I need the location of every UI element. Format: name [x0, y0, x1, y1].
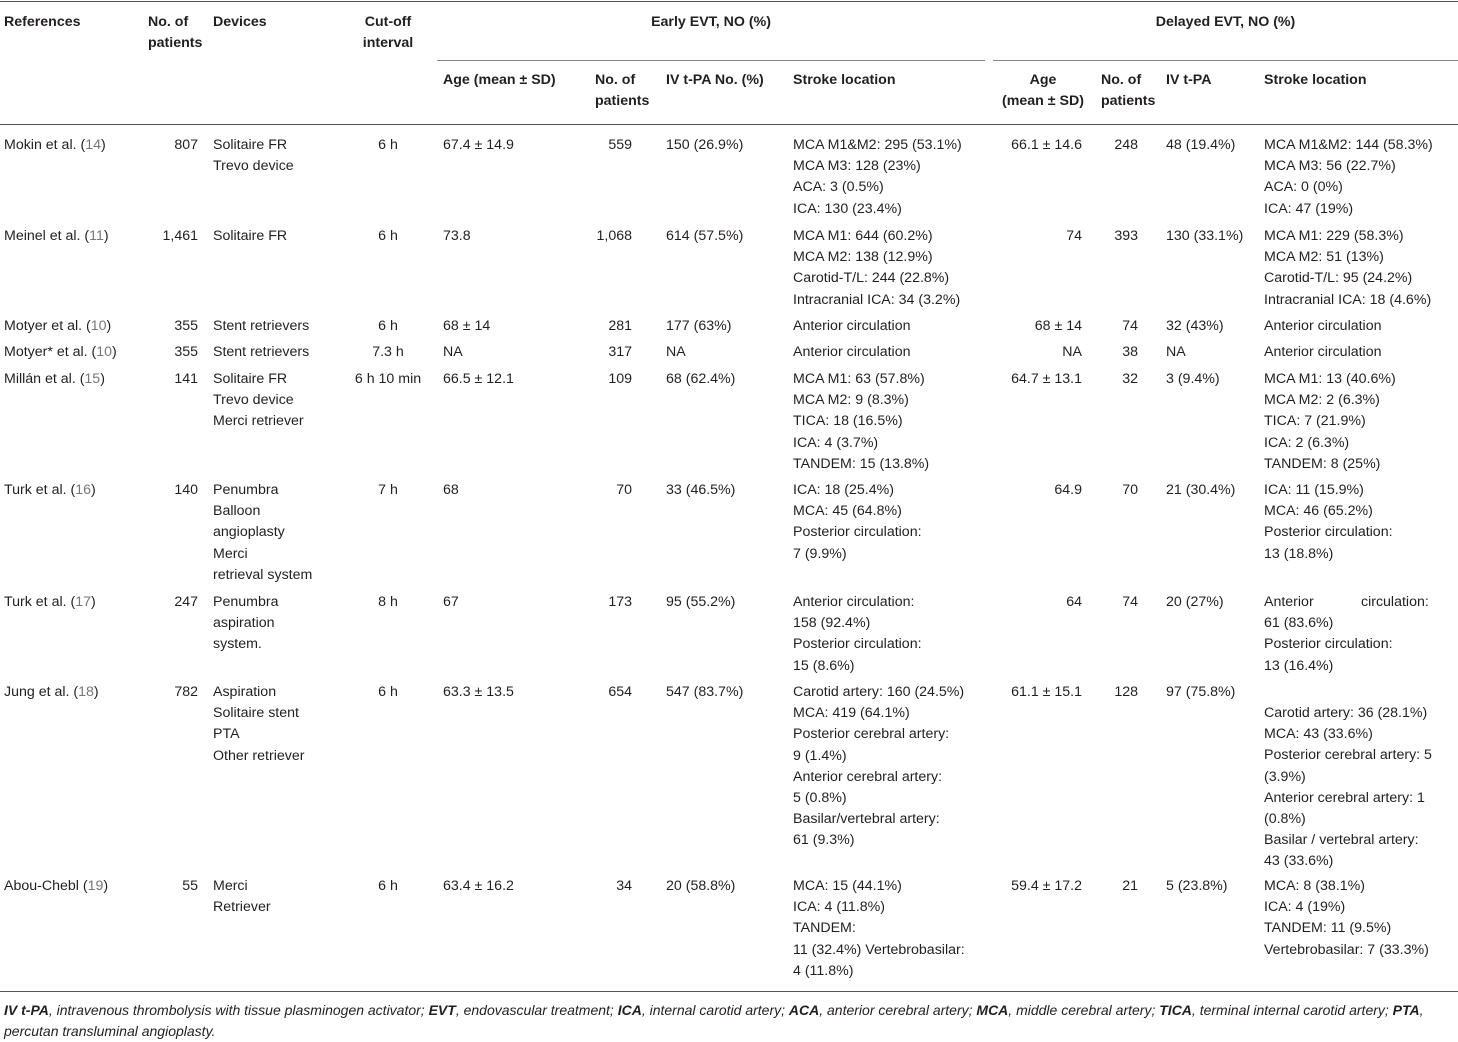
reference-author: Mokin et al. (: [4, 137, 86, 153]
early-location-line: Intracranial ICA: 34 (3.2%): [793, 291, 961, 308]
reference-cell: [4, 876, 108, 897]
devices-cell: [213, 316, 309, 337]
early-patients-cell: 654: [608, 684, 632, 700]
footnote-abbrev: PTA: [1392, 1002, 1420, 1018]
early-location-line: Basilar/vertebral artery:: [793, 811, 940, 828]
delayed-location-line: MCA M1: 229 (58.3%): [1264, 228, 1404, 244]
delayed-location-line: MCA: 8 (38.1%): [1264, 878, 1365, 894]
early-location-line: TANDEM: 15 (13.8%): [793, 455, 930, 472]
patients-total-cell: 782: [174, 684, 198, 700]
delayed-location-line: Carotid artery: 36 (28.1%): [1264, 705, 1428, 721]
delayed-ivtpa-cell: 21 (30.4%): [1166, 482, 1236, 498]
reference-paren: ): [101, 137, 106, 153]
header-early-n-line2: patients: [595, 93, 650, 110]
delayed-patients-cell: 38: [1122, 344, 1138, 360]
early-location-line: Anterior circulation:: [793, 594, 915, 610]
device-line: PTA: [213, 726, 240, 743]
early-patients-cell: 109: [608, 371, 632, 387]
patients-total-cell: 140: [174, 482, 198, 498]
early-location-line: ACA: 3 (0.5%): [793, 179, 884, 196]
reference-author: Turk et al. (: [4, 482, 76, 498]
delayed-location-cell: [1264, 369, 1396, 475]
early-location-line: MCA M1&M2: 295 (53.1%): [793, 137, 962, 153]
early-group-rule: [437, 60, 985, 61]
early-ivtpa-cell: 95 (55.2%): [666, 594, 736, 610]
early-location-line: Posterior circulation:: [793, 636, 922, 653]
early-patients-cell: 34: [616, 878, 632, 894]
devices-cell: [213, 135, 294, 177]
cutoff-cell: 6 h: [378, 684, 398, 700]
early-patients-cell: 173: [608, 594, 632, 610]
delayed-patients-cell: 128: [1114, 684, 1138, 700]
early-ivtpa-cell: 150 (26.9%): [666, 137, 744, 153]
reference-link[interactable]: 10: [90, 318, 107, 334]
delayed-location-line: ICA: 11 (15.9%): [1264, 482, 1364, 498]
patients-total-cell: 1,461: [162, 228, 198, 244]
delayed-ivtpa-cell: 20 (27%): [1166, 594, 1224, 610]
delayed-age-cell: 61.1 ± 15.1: [1011, 684, 1082, 700]
delayed-location-line: TANDEM: 11 (9.5%): [1264, 920, 1392, 937]
delayed-location-line: (3.9%): [1264, 768, 1306, 785]
delayed-location-line: TICA: 7 (21.9%): [1264, 413, 1366, 430]
header-devices: Devices: [213, 14, 267, 30]
early-ivtpa-cell: 20 (58.8%): [666, 878, 736, 894]
early-age-cell: 68: [443, 482, 459, 498]
delayed-patients-cell: 393: [1114, 228, 1138, 244]
delayed-patients-cell: 70: [1122, 482, 1138, 498]
delayed-patients-cell: 74: [1122, 318, 1138, 334]
header-delayed-evt: Delayed EVT, NO (%): [1155, 14, 1296, 30]
reference-link[interactable]: 18: [78, 684, 94, 700]
delayed-location-line: ICA: 2 (6.3%): [1264, 434, 1350, 451]
reference-cell: [4, 682, 99, 703]
early-location-line: 15 (8.6%): [793, 657, 855, 674]
device-line: Penumbra: [213, 594, 279, 610]
early-location-cell: [793, 682, 964, 852]
delayed-location-line: MCA: 43 (33.6%): [1264, 726, 1373, 743]
devices-cell: [213, 369, 304, 433]
early-age-cell: 66.5 ± 12.1: [443, 371, 514, 387]
table-top-rule: [0, 1, 1458, 2]
footnote-definition: , intravenous thrombolysis with tissue plasminogen activator;: [48, 1002, 429, 1018]
reference-author: Meinel et al. (: [4, 228, 90, 244]
reference-author: Jung et al. (: [4, 684, 79, 700]
table-footnote: [4, 1000, 1454, 1042]
delayed-location-line: Anterior cerebral artery: 1: [1264, 789, 1425, 806]
delayed-age-cell: 68 ± 14: [1034, 318, 1082, 334]
patients-total-cell: 141: [174, 371, 198, 387]
early-ivtpa-cell: 33 (46.5%): [666, 482, 736, 498]
delayed-age-cell: 66.1 ± 14.6: [1011, 137, 1082, 153]
delayed-location-line: MCA M1&M2: 144 (58.3%): [1264, 137, 1433, 153]
device-line: Stent retrievers: [213, 318, 310, 334]
early-age-cell: 67.4 ± 14.9: [443, 137, 514, 153]
device-line: retrieval system: [213, 566, 313, 583]
device-line: angioplasty: [213, 524, 285, 541]
reference-paren: ): [103, 878, 109, 894]
delayed-location-line: Intracranial ICA: 18 (4.6%): [1264, 291, 1432, 308]
header-early-evt: Early EVT, NO (%): [651, 14, 771, 30]
device-line: aspiration: [213, 615, 275, 632]
header-delayed-location: Stroke location: [1264, 72, 1367, 88]
device-line: Merci retriever: [213, 413, 304, 430]
early-location-line: Carotid-T/L: 244 (22.8%): [793, 270, 950, 287]
early-ivtpa-cell: NA: [666, 344, 686, 360]
early-location-line: TICA: 18 (16.5%): [793, 413, 903, 430]
early-location-cell: [793, 342, 911, 363]
delayed-ivtpa-cell: NA: [1166, 344, 1186, 360]
early-age-cell: 63.3 ± 13.5: [443, 684, 514, 700]
early-location-line: MCA: 45 (64.8%): [793, 503, 902, 520]
device-line: Merci: [213, 545, 248, 562]
delayed-location-line: MCA M2: 51 (13%): [1264, 249, 1384, 266]
early-location-cell: [793, 316, 911, 337]
early-patients-cell: 70: [616, 482, 632, 498]
delayed-location-cell: [1264, 135, 1433, 220]
footnote-definition: , endovascular treatment;: [455, 1002, 618, 1018]
reference-paren: ): [106, 318, 112, 334]
early-location-cell: [793, 369, 929, 475]
early-location-line: MCA M2: 9 (8.3%): [793, 392, 909, 409]
delayed-age-cell: 59.4 ± 17.2: [1011, 878, 1082, 894]
footnote-abbrev: EVT: [428, 1002, 456, 1018]
header-cutoff-line2: interval: [362, 35, 414, 52]
reference-author: Motyer et al. (: [4, 318, 91, 334]
early-location-cell: [793, 135, 962, 220]
delayed-location-line: Anterior circulation:: [1264, 594, 1429, 610]
patients-total-cell: 247: [174, 594, 198, 610]
header-no-patients-line1: No. of: [148, 14, 189, 30]
early-patients-cell: 281: [608, 318, 632, 334]
early-location-cell: [793, 876, 965, 982]
early-age-cell: NA: [443, 344, 463, 360]
early-patients-cell: 559: [608, 137, 632, 153]
delayed-location-line: Anterior circulation: [1264, 318, 1382, 334]
footnote-definition: , internal carotid artery;: [641, 1002, 789, 1018]
patients-total-cell: 55: [182, 878, 198, 894]
delayed-location-line: MCA: 46 (65.2%): [1264, 503, 1373, 520]
reference-paren: ): [93, 684, 99, 700]
early-location-line: TANDEM:: [793, 920, 856, 937]
device-line: Trevo device: [213, 158, 294, 175]
header-early-ivtpa: IV t-PA No. (%): [666, 72, 764, 88]
delayed-patients-cell: 21: [1122, 878, 1138, 894]
delayed-group-rule: [993, 60, 1458, 61]
device-line: Other retriever: [213, 747, 305, 764]
delayed-location-line: MCA M1: 13 (40.6%): [1264, 371, 1396, 387]
footnote-abbrev: TICA: [1159, 1002, 1192, 1018]
early-location-line: Anterior circulation: [793, 344, 911, 360]
footnote-definition: , anterior cerebral artery;: [819, 1002, 977, 1018]
early-location-line: MCA: 419 (64.1%): [793, 705, 910, 722]
device-line: Stent retrievers: [213, 344, 310, 360]
device-line: Balloon: [213, 503, 261, 520]
delayed-location-cell: [1264, 342, 1382, 363]
early-location-line: Carotid artery: 160 (24.5%): [793, 684, 965, 700]
cutoff-cell: 7.3 h: [372, 344, 404, 360]
delayed-age-cell: 64.7 ± 13.1: [1011, 371, 1082, 387]
delayed-location-line: Vertebrobasilar: 7 (33.3%): [1264, 941, 1429, 958]
delayed-location-line: (0.8%): [1264, 811, 1306, 828]
delayed-location-line: Carotid-T/L: 95 (24.2%): [1264, 270, 1413, 287]
delayed-location-line: Anterior circulation: [1264, 344, 1382, 360]
delayed-location-cell: [1264, 480, 1393, 565]
early-patients-cell: 1,068: [596, 228, 632, 244]
early-location-line: 11 (32.4%) Vertebrobasilar:: [793, 941, 965, 958]
header-delayed-n: [1101, 70, 1155, 112]
device-line: Trevo device: [213, 392, 294, 409]
header-delayed-n-line2: patients: [1101, 93, 1156, 110]
footnote-abbrev: MCA: [976, 1002, 1009, 1018]
early-ivtpa-cell: 68 (62.4%): [666, 371, 736, 387]
header-no-patients-line2: patients: [148, 35, 203, 52]
early-location-line: MCA M3: 128 (23%): [793, 158, 921, 175]
header-cutoff: [348, 12, 428, 54]
early-location-line: 7 (9.9%): [793, 545, 847, 562]
early-location-line: MCA M2: 138 (12.9%): [793, 249, 933, 266]
device-line: Penumbra: [213, 482, 279, 498]
delayed-location-cell: [1264, 703, 1432, 873]
delayed-age-cell: NA: [1062, 344, 1082, 360]
device-line: Retriever: [213, 899, 271, 916]
footnote-definition: , terminal internal carotid artery;: [1191, 1002, 1393, 1018]
delayed-location-line: Posterior circulation:: [1264, 524, 1393, 541]
reference-paren: ): [112, 344, 117, 360]
reference-cell: [4, 480, 96, 501]
reference-paren: ): [100, 371, 105, 387]
header-delayed-age-line2: (mean ± SD): [1002, 93, 1084, 110]
header-delayed-age-line1: Age: [1029, 72, 1057, 88]
delayed-patients-cell: 32: [1122, 371, 1138, 387]
delayed-location-line: ICA: 4 (19%): [1264, 899, 1346, 916]
delayed-ivtpa-cell: 32 (43%): [1166, 318, 1224, 334]
reference-paren: ): [91, 594, 96, 610]
delayed-location-line: MCA M2: 2 (6.3%): [1264, 392, 1380, 409]
footnote-abbrev: IV t-PA: [4, 1002, 49, 1018]
early-patients-cell: 317: [608, 344, 632, 360]
early-ivtpa-cell: 614 (57.5%): [666, 228, 744, 244]
early-location-line: MCA: 15 (44.1%): [793, 878, 902, 894]
early-location-line: MCA M1: 644 (60.2%): [793, 228, 933, 244]
reference-cell: [4, 316, 111, 337]
early-location-line: MCA M1: 63 (57.8%): [793, 371, 925, 387]
delayed-location-line: Basilar / vertebral artery:: [1264, 832, 1419, 849]
early-location-line: Anterior circulation: [793, 318, 911, 334]
device-line: Merci: [213, 878, 248, 894]
reference-link[interactable]: 17: [75, 594, 91, 610]
reference-link[interactable]: 14: [85, 137, 101, 153]
patients-total-cell: 355: [174, 344, 198, 360]
header-references: References: [4, 14, 81, 30]
device-line: Solitaire FR: [213, 371, 288, 387]
delayed-location-cell: [1264, 592, 1429, 677]
delayed-location-cell: [1264, 316, 1382, 337]
devices-cell: [213, 682, 304, 767]
header-delayed-age: [993, 70, 1093, 112]
early-location-line: ICA: 18 (25.4%): [793, 482, 894, 498]
reference-paren: ): [103, 228, 109, 244]
delayed-location-line: Posterior cerebral artery: 5: [1264, 747, 1432, 764]
delayed-location-line: 61 (83.6%): [1264, 615, 1334, 632]
reference-cell: [4, 592, 96, 613]
reference-cell: [4, 226, 109, 247]
cutoff-cell: 6 h: [378, 878, 398, 894]
delayed-age-cell: 64: [1066, 594, 1082, 610]
delayed-location-line: ICA: 47 (19%): [1264, 200, 1354, 217]
early-location-line: 158 (92.4%): [793, 615, 871, 632]
early-location-cell: [793, 480, 922, 565]
header-cutoff-line1: Cut-off: [364, 14, 412, 30]
delayed-location-line: 13 (16.4%): [1264, 657, 1334, 674]
early-age-cell: 73.8: [443, 228, 471, 244]
early-location-cell: [793, 592, 922, 677]
devices-cell: [213, 480, 312, 586]
device-line: Solitaire FR: [213, 228, 288, 244]
devices-cell: [213, 876, 271, 918]
footnote-abbrev: ACA: [788, 1002, 820, 1018]
delayed-ivtpa-cell: 5 (23.8%): [1166, 878, 1228, 894]
footnote-abbrev: ICA: [617, 1002, 642, 1018]
header-delayed-n-line1: No. of: [1101, 72, 1142, 88]
delayed-patients-cell: 74: [1122, 594, 1138, 610]
delayed-location-line: TANDEM: 8 (25%): [1264, 455, 1381, 472]
early-location-line: 5 (0.8%): [793, 790, 847, 807]
early-location-line: Posterior circulation:: [793, 524, 922, 541]
reference-cell: [4, 369, 105, 390]
delayed-ivtpa-cell: 97 (75.8%): [1166, 684, 1236, 700]
early-age-cell: 68 ± 14: [443, 318, 491, 334]
devices-cell: [213, 226, 287, 247]
footnote-definition: , percutan transluminal angioplasty.: [4, 1002, 1424, 1039]
early-location-line: 4 (11.8%): [793, 962, 854, 979]
delayed-location-line: Posterior circulation:: [1264, 636, 1393, 653]
delayed-ivtpa-cell: 130 (33.1%): [1166, 228, 1244, 244]
device-line: system.: [213, 636, 262, 653]
cutoff-cell: 6 h: [378, 228, 398, 244]
reference-author: Abou-Chebl (: [4, 878, 88, 894]
reference-link[interactable]: 19: [87, 878, 104, 894]
header-early-n-line1: No. of: [595, 72, 636, 88]
cutoff-cell: 6 h 10 min: [354, 371, 422, 387]
reference-author: Turk et al. (: [4, 594, 76, 610]
patients-total-cell: 355: [174, 318, 198, 334]
devices-cell: [213, 342, 309, 363]
early-age-cell: 63.4 ± 16.2: [443, 878, 514, 894]
early-location-cell: [793, 226, 960, 311]
reference-author: Millán et al. (: [4, 371, 85, 387]
device-line: Solitaire FR: [213, 137, 288, 153]
reference-link[interactable]: 11: [89, 228, 104, 244]
device-line: Solitaire stent: [213, 705, 299, 722]
header-no-patients: [148, 12, 202, 54]
delayed-location-cell: [1264, 876, 1429, 961]
delayed-location-line: 43 (33.6%): [1264, 853, 1334, 870]
devices-cell: [213, 592, 278, 656]
early-location-line: ICA: 4 (3.7%): [793, 434, 879, 451]
early-location-line: ICA: 4 (11.8%): [793, 899, 885, 916]
delayed-age-cell: 64.9: [1054, 482, 1082, 498]
reference-cell: [4, 135, 106, 156]
reference-link[interactable]: 16: [75, 482, 91, 498]
reference-link[interactable]: 10: [96, 344, 113, 360]
delayed-location-line: ACA: 0 (0%): [1264, 179, 1343, 196]
header-early-n: [595, 70, 649, 112]
early-location-line: ICA: 130 (23.4%): [793, 200, 902, 217]
delayed-ivtpa-cell: 3 (9.4%): [1166, 371, 1220, 387]
cutoff-cell: 6 h: [378, 318, 398, 334]
device-line: Aspiration: [213, 684, 277, 700]
early-age-cell: 67: [443, 594, 459, 610]
reference-cell: [4, 342, 117, 363]
header-early-location: Stroke location: [793, 72, 896, 88]
early-location-line: 9 (1.4%): [793, 747, 847, 764]
footnote-definition: , middle cerebral artery;: [1008, 1002, 1160, 1018]
early-location-line: 61 (9.3%): [793, 832, 855, 849]
delayed-location-cell: [1264, 226, 1431, 311]
delayed-location-line: 13 (18.8%): [1264, 545, 1334, 562]
cutoff-cell: 8 h: [378, 594, 398, 610]
early-ivtpa-cell: 177 (63%): [666, 318, 732, 334]
table-bottom-rule: [0, 991, 1458, 992]
cutoff-cell: 6 h: [378, 137, 398, 153]
patients-total-cell: 807: [174, 137, 198, 153]
header-bottom-rule: [0, 124, 1458, 125]
reference-author: Motyer* et al. (: [4, 344, 97, 360]
header-early-age: Age (mean ± SD): [443, 72, 556, 88]
header-delayed-ivtpa: IV t-PA: [1166, 72, 1212, 88]
delayed-location-line: MCA M3: 56 (22.7%): [1264, 158, 1396, 175]
cutoff-cell: 7 h: [378, 482, 398, 498]
reference-link[interactable]: 15: [84, 371, 101, 387]
early-ivtpa-cell: 547 (83.7%): [666, 684, 744, 700]
delayed-age-cell: 74: [1066, 228, 1082, 244]
early-location-line: Posterior cerebral artery:: [793, 726, 950, 743]
reference-paren: ): [91, 482, 96, 498]
delayed-ivtpa-cell: 48 (19.4%): [1166, 137, 1236, 153]
delayed-patients-cell: 248: [1114, 137, 1138, 153]
early-location-line: Anterior cerebral artery:: [793, 768, 943, 785]
